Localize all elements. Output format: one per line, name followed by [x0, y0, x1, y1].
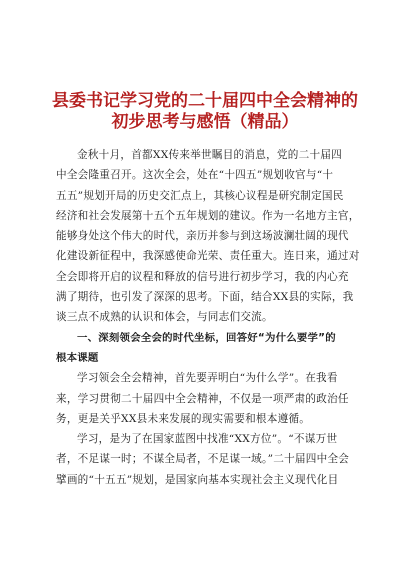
document-title-line-2: 初步思考与感悟（精品） [111, 112, 299, 132]
section-heading-line: 根本课题 [56, 351, 99, 364]
body-line: 务，更是关乎XX县未来发展的现实需要和根本遵循。 [56, 412, 311, 425]
body-line: 擘画的“十五五”规划，是国家向基本实现社会主义现代化目 [56, 473, 339, 486]
body-line: 全会即将开启的议程和释放的信号进行初步学习，我的内心充 [56, 270, 349, 283]
body-line: 学习领会全会精神，首先要弄明白“为什么学”。在我看 [77, 372, 338, 385]
body-line: 者，不足谋一时；不谋全局者，不足谋一域。”二十届四中全会 [56, 453, 350, 466]
body-line: 五五”规划开局的历史交汇点上，其核心议程是研究制定国民 [56, 189, 344, 202]
body-line: 中全会隆重召开。这次全会，处在“十四五”规划收官与“十 [56, 169, 334, 182]
document-title-line-1: 县委书记学习党的二十届四中全会精神的 [52, 91, 358, 111]
body-line: 来，学习贯彻二十届四中全会精神，不仅是一项严肃的政治任 [56, 392, 349, 405]
body-line: 学习，是为了在国家蓝图中找准“XX方位”。“不谋万世 [77, 433, 338, 446]
body-line: 谈三点不成熟的认识和体会，与同志们交流。 [56, 311, 273, 324]
section-heading-line: 一、深刻领会全会的时代坐标，回答好“为什么要学”的 [77, 331, 336, 344]
body-line: 经济和社会发展第十五个五年规划的建议。作为一名地方主官， [56, 209, 360, 222]
body-line: 能够身处这个伟大的时代，亲历并参与到这场波澜壮阔的现代 [56, 230, 349, 243]
body-line: 金秋十月，首都XX传来举世瞩目的消息，党的二十届四 [77, 149, 342, 161]
body-line: 化建设新征程中，我深感使命光荣、责任重大。连日来，通过对 [56, 250, 360, 263]
document-body [56, 145, 360, 490]
body-line: 满了期待，也引发了深深的思考。下面，结合XX县的实际，我 [56, 291, 354, 304]
